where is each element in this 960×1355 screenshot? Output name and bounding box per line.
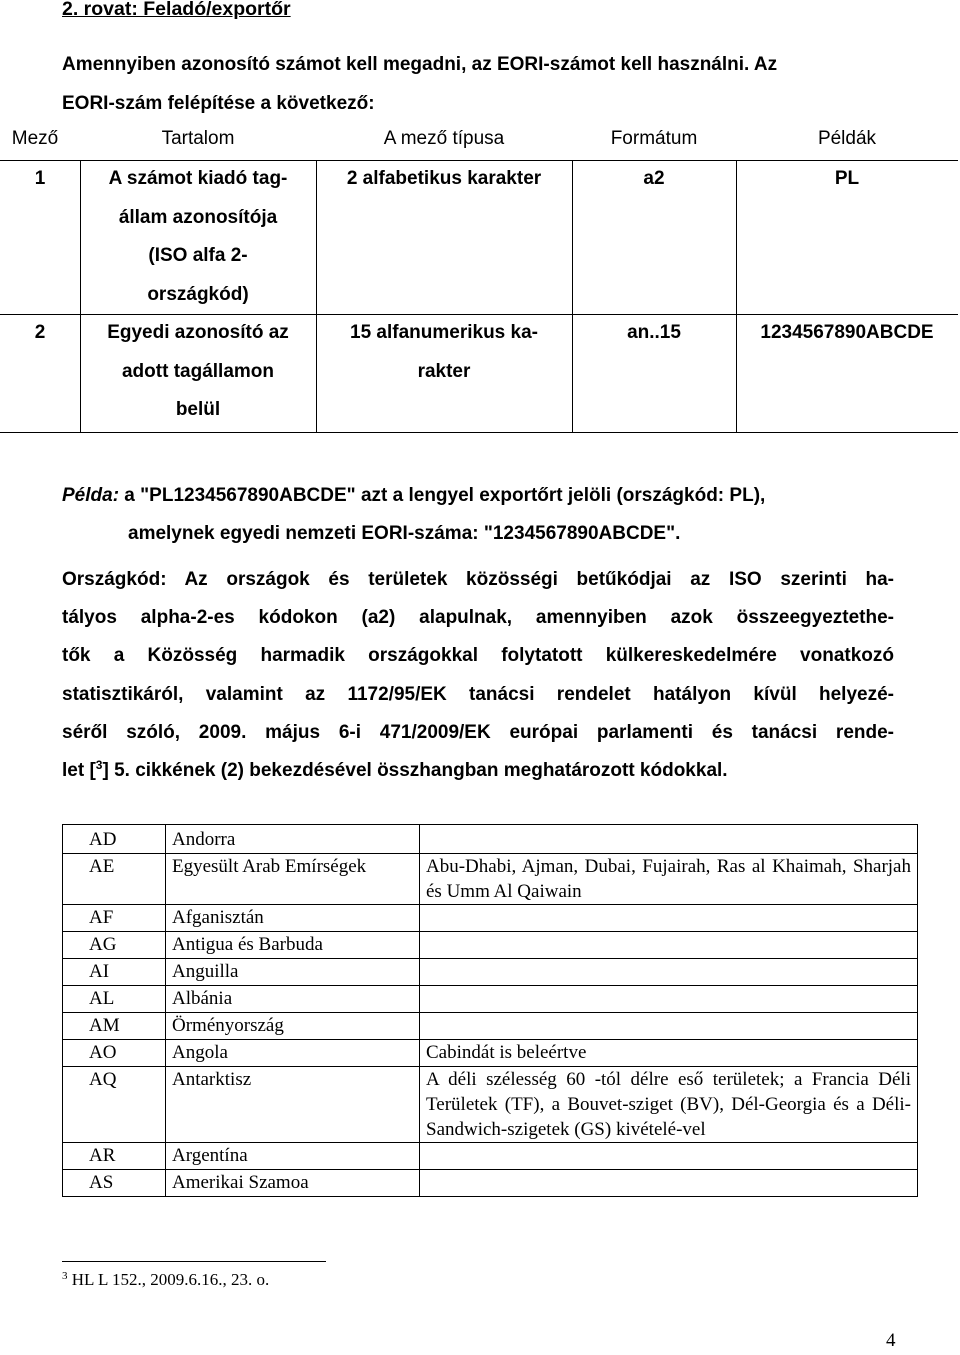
- table-row: [63, 1143, 918, 1170]
- country-note: [420, 1170, 918, 1197]
- table-row: [63, 1170, 918, 1197]
- country-code: AM: [63, 1013, 166, 1040]
- country-name: Antarktisz: [166, 1067, 420, 1143]
- country-note: Abu-Dhabi, Ajman, Dubai, Fujairah, Ras al Khaimah, Sharjah és Umm Al Qaiwain: [420, 854, 918, 905]
- intro-line-2: EORI-szám felépítése a következő:: [62, 92, 375, 114]
- country-code: AO: [63, 1040, 166, 1067]
- country-note: [420, 825, 918, 854]
- row2-field: 2: [34, 322, 46, 343]
- footnote-separator: [62, 1261, 326, 1262]
- table-row: [63, 986, 918, 1013]
- header-content: Tartalom: [161, 128, 235, 149]
- note-line: tályos alpha-2-es kódokon (a2) alapulnak, amennyiben azok összeegyeztethe-: [62, 607, 894, 629]
- country-note: [420, 959, 918, 986]
- note-line: séről szóló, 2009. május 6-i 471/2009/EK európai parlamenti és tanácsi rende-: [62, 721, 894, 743]
- table-row: [63, 932, 918, 959]
- table-row: [63, 905, 918, 932]
- intro-paragraph: [62, 46, 912, 123]
- country-code: AE: [63, 854, 166, 905]
- note-line-last: [62, 752, 894, 790]
- intro-line-1: Amennyiben azonosító számot kell megadni, az EORI-számot kell használni. Az: [62, 54, 778, 75]
- country-name: Amerikai Szamoa: [166, 1170, 420, 1197]
- table-row: [63, 1040, 918, 1067]
- column-divider: [736, 160, 737, 433]
- row2-format: an..15: [627, 322, 681, 343]
- row1-example: PL: [834, 168, 860, 189]
- eori-structure-table: [0, 120, 958, 434]
- header-format: Formátum: [610, 128, 698, 149]
- country-note: [420, 986, 918, 1013]
- country-code: AR: [63, 1143, 166, 1170]
- table-row: [63, 959, 918, 986]
- example-paragraph: [62, 477, 942, 553]
- footnote-number: 3: [62, 1270, 68, 1282]
- note-text: ] 5. cikkének (2) bekezdésével összhangban meghatározott kódokkal.: [102, 760, 728, 782]
- note-text: let [: [62, 760, 96, 782]
- country-note: [420, 1143, 918, 1170]
- country-name: Anguilla: [166, 959, 420, 986]
- country-name: Egyesült Arab Emírségek: [166, 854, 420, 905]
- table-row: [63, 1067, 918, 1143]
- column-divider: [572, 160, 573, 433]
- country-note: [420, 1013, 918, 1040]
- row1-content-line: (ISO alfa 2-: [148, 245, 248, 266]
- row1-content-line: A számot kiadó tag-: [108, 168, 288, 189]
- example-label: Példa:: [62, 485, 120, 506]
- country-note: [420, 905, 918, 932]
- row2-type: [316, 314, 572, 391]
- note-line: Országkód: Az országok és területek közösségi betűkódjai az ISO szerinti ha-: [62, 569, 894, 590]
- country-code-note: [62, 561, 894, 790]
- note-line: statisztikáról, valamint az 1172/95/EK tanácsi rendelet hatályon kívül helyezé-: [62, 683, 894, 705]
- example-line-2: amelynek egyedi nemzeti EORI-száma: "1234567890ABCDE".: [128, 523, 681, 544]
- page-number: 4: [886, 1330, 896, 1351]
- country-code: AI: [63, 959, 166, 986]
- row2-type-line: 15 alfanumerikus ka-: [350, 322, 538, 343]
- note-line: tők a Közösség harmadik országokkal folytatott külkereskedelmére vonatkozó: [62, 645, 894, 667]
- column-divider: [316, 160, 317, 433]
- country-code: AF: [63, 905, 166, 932]
- country-name: Albánia: [166, 986, 420, 1013]
- country-code: AG: [63, 932, 166, 959]
- country-name: Afganisztán: [166, 905, 420, 932]
- country-code: AL: [63, 986, 166, 1013]
- footnote: [62, 1270, 269, 1290]
- header-field: Mező: [11, 128, 59, 149]
- country-code: AD: [63, 825, 166, 854]
- row2-content: [80, 314, 316, 430]
- country-name: Argentína: [166, 1143, 420, 1170]
- country-name: Örményország: [166, 1013, 420, 1040]
- row1-field: 1: [34, 168, 46, 189]
- row2-type-line: rakter: [417, 360, 471, 382]
- row2-example: 1234567890ABCDE: [760, 322, 934, 343]
- country-note: Cabindát is beleértve: [420, 1040, 918, 1067]
- example-line-1: a "PL1234567890ABCDE" azt a lengyel exportőrt jelöli (országkód: PL),: [119, 485, 766, 506]
- table-row: [63, 1013, 918, 1040]
- table-rule-bottom: [0, 432, 958, 433]
- country-note: A déli szélesség 60 -tól délre eső területek; a Francia Déli Területek (TF), a Bouvet-sziget (BV), Dél-Georgia és a Déli- Sandwich-szigetek (GS) kivételé-vel: [420, 1067, 918, 1143]
- row1-content: [80, 160, 316, 314]
- row2-content-line: Egyedi azonosító az: [107, 322, 289, 343]
- country-name: Antigua és Barbuda: [166, 932, 420, 959]
- row1-format: a2: [643, 168, 665, 189]
- header-examples: Példák: [817, 128, 877, 149]
- row1-content-line: állam azonosítója: [118, 206, 278, 228]
- country-name: Andorra: [166, 825, 420, 854]
- row2-content-line: adott tagállamon: [121, 360, 274, 382]
- header-type: A mező típusa: [383, 128, 505, 149]
- country-code: AS: [63, 1170, 166, 1197]
- footnote-reference: 3: [95, 758, 103, 773]
- country-codes-table: [62, 824, 918, 1197]
- footnote-text: HL L 152., 2009.6.16., 23. o.: [67, 1270, 270, 1289]
- country-code: AQ: [63, 1067, 166, 1143]
- table-row: [63, 854, 918, 905]
- row1-type: 2 alfabetikus karakter: [346, 168, 542, 189]
- section-heading: 2. rovat: Feladó/exportőr: [62, 0, 291, 20]
- row1-content-line: országkód): [147, 283, 249, 305]
- table-row: [63, 825, 918, 854]
- row2-content-line: belül: [175, 399, 221, 420]
- country-name: Angola: [166, 1040, 420, 1067]
- country-note: [420, 932, 918, 959]
